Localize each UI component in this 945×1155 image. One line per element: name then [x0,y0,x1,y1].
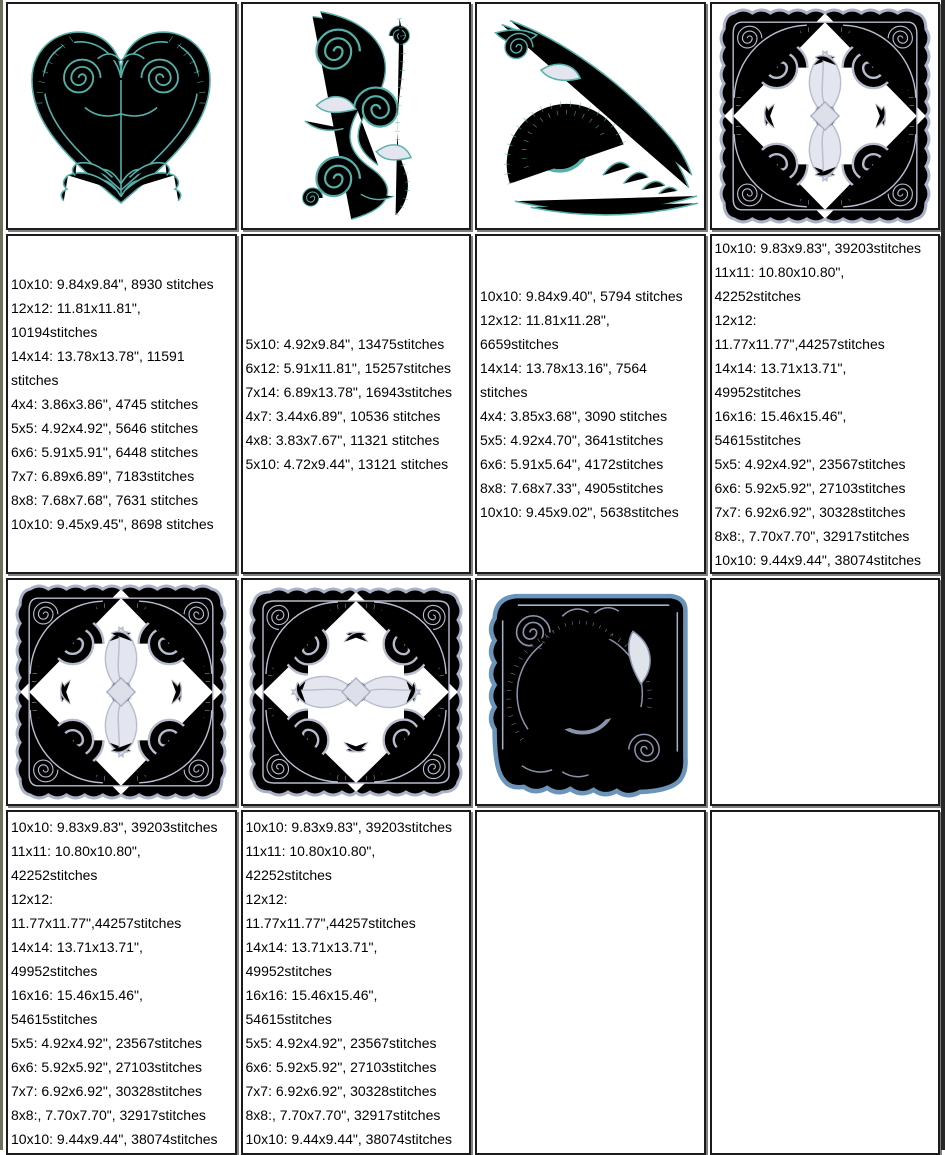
size-spec-line: 49952stitches [11,962,98,979]
cell-corner-swirl-design [475,2,706,230]
size-spec-line: 7x7: 6.89x6.89", 7183stitches [11,468,195,484]
size-spec-line: 14x14: 13.71x13.71", [11,938,143,955]
size-spec-line: 4x4: 3.85x3.68", 3090 stitches [480,408,668,424]
size-spec-line: 10x10: 9.84x9.40", 5794 stitches [480,288,683,304]
size-spec-line: 49952stitches [714,384,801,400]
size-spec-line: 12x12: [11,890,54,907]
size-spec-line: 10194stitches [11,324,98,340]
size-spec-line: 42252stitches [714,288,801,304]
size-spec-line: 5x5: 4.92x4.92", 23567stitches [245,1034,437,1051]
cell-empty-2 [475,810,706,1155]
size-spec-line: 42252stitches [11,866,98,883]
cell-quilt-block-design-2 [6,578,237,806]
size-spec-line: 4x7: 3.44x6.89", 10536 stitches [245,408,441,424]
size-spec-line: 49952stitches [245,962,332,979]
size-spec-line: 14x14: 13.71x13.71", [245,938,378,955]
size-spec-line: stitches [480,384,528,400]
size-spec-line: 54615stitches [11,1010,98,1027]
size-spec-line: 10x10: 9.44x9.44", 38074stitches [245,1130,453,1147]
size-spec-line: stitches [11,372,59,388]
size-spec-line: 7x7: 6.92x6.92", 30328stitches [11,1082,202,1099]
size-spec-line: 16x16: 15.46x15.46", [714,408,847,424]
cell-empty-3 [710,810,941,1155]
cell-heart-design [6,2,237,230]
gray-quilt-block-design-image [246,582,466,802]
size-spec-line: 12x12: [714,312,757,328]
size-spec-line: 8x8:, 7.70x7.70", 32917stitches [714,528,910,544]
size-spec-line: 6x6: 5.91x5.91", 6448 stitches [11,444,199,460]
size-spec-line: 12x12: [245,890,288,907]
teal-swirl-border-strip-design-image [283,5,429,227]
size-spec-line: 8x8:, 7.70x7.70", 32917stitches [11,1106,206,1123]
size-spec-line: 14x14: 13.78x13.16", 7564 [480,360,647,376]
size-spec-line: 10x10: 9.83x9.83", 39203stitches [714,240,922,256]
size-spec-line: 5x5: 4.92x4.92", 23567stitches [11,1034,202,1051]
cell-empty-1 [710,578,941,806]
size-spec-line: 11.77x11.77",44257stitches [714,336,885,352]
size-spec-line: 10x10: 9.45x9.45", 8698 stitches [11,516,214,532]
size-spec-line: 6659stitches [480,336,559,352]
size-spec-line: 54615stitches [714,432,801,448]
size-spec-line: 6x6: 5.92x5.92", 27103stitches [245,1058,437,1075]
size-spec-line: 16x16: 15.46x15.46", [11,986,143,1003]
size-spec-line: 11.77x11.77",44257stitches [11,914,182,931]
spec-cell-quilt-block [710,234,941,574]
size-spec-line: 7x14: 6.89x13.78", 16943stitches [245,384,453,400]
size-spec-line: 4x8: 3.83x7.67", 11321 stitches [245,432,440,448]
size-spec-line: 6x6: 5.92x5.92", 27103stitches [11,1058,202,1075]
design-table [6,2,940,1155]
size-spec-line: 5x10: 4.72x9.44", 13121 stitches [245,456,449,472]
size-spec-line: 16x16: 15.46x15.46", [245,986,378,1003]
size-spec-line: 8x8: 7.68x7.33", 4905stitches [480,480,664,496]
page-left-edge [0,0,3,1150]
size-spec-line: 42252stitches [245,866,332,883]
spec-cell-heart [6,234,237,574]
size-spec-line: 6x6: 5.92x5.92", 27103stitches [714,480,906,496]
teal-corner-swirl-design-image [479,10,701,222]
size-spec-line: 11x11: 10.80x10.80", [11,842,141,859]
cell-blue-corner-block-design [475,578,706,806]
cell-quilt-block-design-3 [241,578,472,806]
size-spec-line: 7x7: 6.92x6.92", 30328stitches [714,504,906,520]
gray-quilt-block-design-image [9,581,233,803]
size-spec-line: 12x12: 11.81x11.81", [11,300,141,316]
size-spec-line: 10x10: 9.83x9.83", 39203stitches [11,818,218,835]
spec-cell-quilt-block-3 [241,810,472,1155]
size-spec-line: 11.77x11.77",44257stitches [245,914,416,931]
gray-quilt-block-design-image [714,5,936,227]
cell-border-strip-design [241,2,472,230]
size-spec-line: 14x14: 13.71x13.71", [714,360,847,376]
size-spec-line: 5x5: 4.92x4.70", 3641stitches [480,432,664,448]
size-spec-line: 8x8:, 7.70x7.70", 32917stitches [245,1106,441,1123]
size-spec-line: 12x12: 11.81x11.28", [480,312,610,328]
size-spec-line: 6x6: 5.91x5.64", 4172stitches [480,456,664,472]
size-spec-line: 8x8: 7.68x7.68", 7631 stitches [11,492,199,508]
size-spec-line: 14x14: 13.78x13.78", 11591 [11,348,185,364]
size-spec-line: 6x12: 5.91x11.81", 15257stitches [245,360,452,376]
teal-heart-swirl-design-image [15,10,227,222]
size-spec-line: 10x10: 9.83x9.83", 39203stitches [245,818,453,835]
size-spec-line: 11x11: 10.80x10.80", [714,264,845,280]
size-spec-line: 10x10: 9.84x9.84", 8930 stitches [11,276,214,292]
size-spec-line: 5x5: 4.92x4.92", 5646 stitches [11,420,199,436]
size-spec-line: 10x10: 9.44x9.44", 38074stitches [11,1130,218,1147]
cell-quilt-block-design [710,2,941,230]
size-spec-line: 5x10: 4.92x9.84", 13475stitches [245,336,445,352]
spec-cell-border-strip [241,234,472,574]
page-right-edge [941,0,945,1150]
size-spec-line: 10x10: 9.44x9.44", 38074stitches [714,552,922,568]
size-spec-line: 4x4: 3.86x3.86", 4745 stitches [11,396,199,412]
size-spec-line: 11x11: 10.80x10.80", [245,842,376,859]
size-spec-line: 7x7: 6.92x6.92", 30328stitches [245,1082,437,1099]
spec-cell-corner-swirl [475,234,706,574]
spec-cell-quilt-block-2 [6,810,237,1155]
size-spec-line: 54615stitches [245,1010,332,1027]
size-spec-line: 5x5: 4.92x4.92", 23567stitches [714,456,906,472]
blue-corner-quilt-block-design-image [481,586,699,798]
size-spec-line: 10x10: 9.45x9.02", 5638stitches [480,504,679,520]
